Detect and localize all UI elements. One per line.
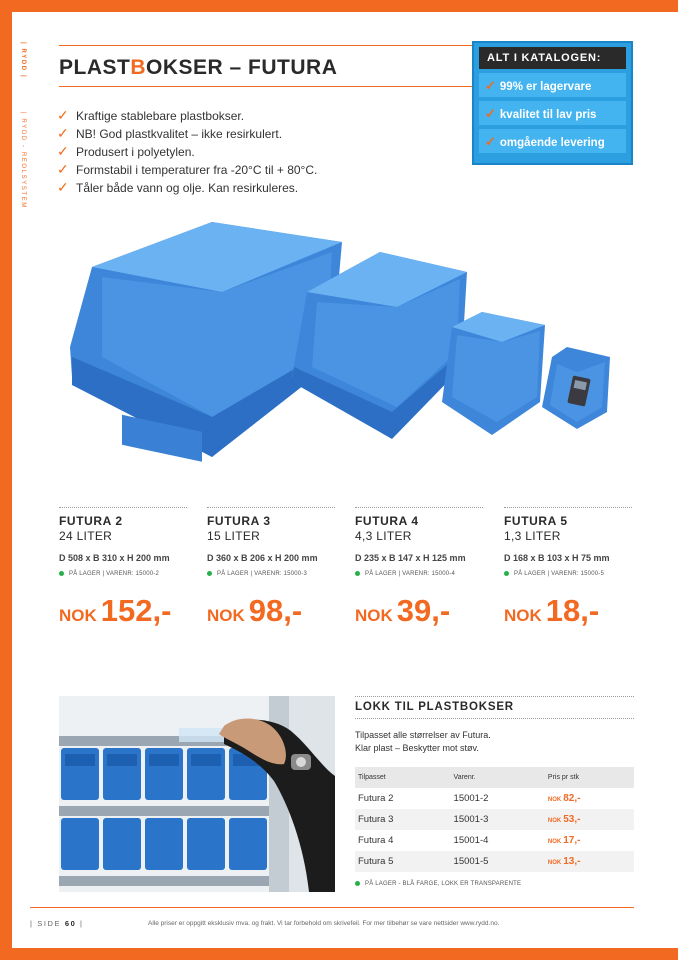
stock-status: PÅ LAGER | VARENR: 15000-4 — [355, 571, 483, 577]
box-futura-5 — [542, 347, 610, 429]
lid-usage-photo — [59, 696, 335, 892]
title-bottom-rule — [59, 86, 484, 87]
table-row: Futura 5 15001-5 NOK 13,- — [355, 851, 634, 872]
product-volume: 15 LITER — [207, 529, 261, 543]
check-icon: ✓ — [485, 106, 496, 121]
catalog-item: ✓ omgående levering — [479, 129, 626, 153]
catalog-heading: ALT I KATALOGEN: — [479, 47, 626, 69]
in-stock-icon — [207, 571, 212, 576]
in-stock-icon — [59, 571, 64, 576]
product-dimensions: D 168 x B 103 x H 75 mm — [504, 553, 610, 563]
check-icon: ✓ — [57, 161, 69, 177]
product-dimensions: D 508 x B 310 x H 200 mm — [59, 553, 170, 563]
product-futura-3 — [207, 507, 335, 629]
stock-status: PÅ LAGER | VARENR: 15000-5 — [504, 571, 632, 577]
product-dimensions: D 360 x B 206 x H 200 mm — [207, 553, 318, 563]
feature-list — [57, 107, 317, 197]
check-icon: ✓ — [485, 134, 496, 149]
catalog-page — [12, 12, 678, 948]
catalog-item: ✓ kvalitet til lav pris — [479, 101, 626, 125]
check-icon: ✓ — [57, 179, 69, 195]
product-dimensions: D 235 x B 147 x H 125 mm — [355, 553, 466, 563]
product-name: FUTURA 5 — [504, 514, 568, 528]
lid-price-table — [355, 767, 634, 872]
in-stock-icon — [355, 571, 360, 576]
product-price: NOK 18,- — [504, 593, 600, 629]
box-futura-4 — [442, 312, 545, 435]
table-row: Futura 2 15001-2 NOK 82,- — [358, 793, 581, 804]
stock-status: PÅ LAGER | VARENR: 15000-2 — [59, 571, 187, 577]
lid-stock-note: PÅ LAGER - BLÅ FARGE, LOKK ER TRANSPARENTE — [355, 881, 634, 887]
table-row: Futura 4 15001-4 NOK 17,- — [358, 835, 581, 846]
catalog-box — [472, 41, 633, 165]
product-price: NOK 152,- — [59, 593, 172, 629]
catalog-item: ✓ 99% er lagervare — [479, 73, 626, 97]
column-header: Pris pr stk — [545, 767, 634, 788]
feature-item: ✓ Formstabil i temperaturer fra -20°C til + 80°C. — [57, 161, 318, 177]
in-stock-icon — [504, 571, 509, 576]
page-title: PLASTBOKSER – FUTURA — [59, 56, 338, 79]
feature-item: ✓ Kraftige stablebare plastbokser. — [57, 107, 245, 123]
footer-rule — [30, 907, 634, 908]
column-header: Varenr. — [451, 767, 545, 788]
check-icon: ✓ — [485, 78, 496, 93]
product-image-boxes — [62, 207, 622, 477]
footer-disclaimer: Alle priser er oppgitt eksklusiv mva. og frakt. Vi tar forbehold om skrivefeil. For mer tilbehør se vare nettsider www.rydd.no. — [148, 920, 500, 927]
product-volume: 24 LITER — [59, 529, 113, 543]
product-name: FUTURA 3 — [207, 514, 271, 528]
side-system: | RYDD - REOLSYSTEM — [20, 112, 26, 209]
feature-item: ✓ Tåler både vann og olje. Kan resirkuleres. — [57, 179, 299, 195]
product-futura-5 — [504, 507, 632, 629]
feature-item: ✓ Produsert i polyetylen. — [57, 143, 195, 159]
side-brand: | RYDD | — [20, 42, 26, 79]
product-name: FUTURA 2 — [59, 514, 123, 528]
lid-section — [355, 696, 634, 887]
column-header: Tilpasset — [355, 767, 451, 788]
side-label — [16, 42, 36, 242]
product-price: NOK 98,- — [207, 593, 303, 629]
product-volume: 1,3 LITER — [504, 529, 561, 543]
product-volume: 4,3 LITER — [355, 529, 412, 543]
feature-item: ✓ NB! God plastkvalitet – ikke resirkulert. — [57, 125, 283, 141]
title-top-rule — [59, 45, 484, 46]
product-price: NOK 39,- — [355, 593, 451, 629]
in-stock-icon — [355, 881, 360, 886]
stock-status: PÅ LAGER | VARENR: 15000-3 — [207, 571, 335, 577]
lid-heading: LOKK TIL PLASTBOKSER — [355, 701, 634, 719]
check-icon: ✓ — [57, 143, 69, 159]
product-futura-4 — [355, 507, 483, 629]
check-icon: ✓ — [57, 107, 69, 123]
check-icon: ✓ — [57, 125, 69, 141]
page-number: | SIDE 60 | — [30, 919, 84, 928]
product-futura-2 — [59, 507, 187, 629]
product-name: FUTURA 4 — [355, 514, 419, 528]
table-row: Futura 3 15001-3 NOK 53,- — [355, 809, 634, 830]
lid-description: Tilpasset alle størrelser av Futura. Klar plast – Beskytter mot støv. — [355, 730, 491, 753]
